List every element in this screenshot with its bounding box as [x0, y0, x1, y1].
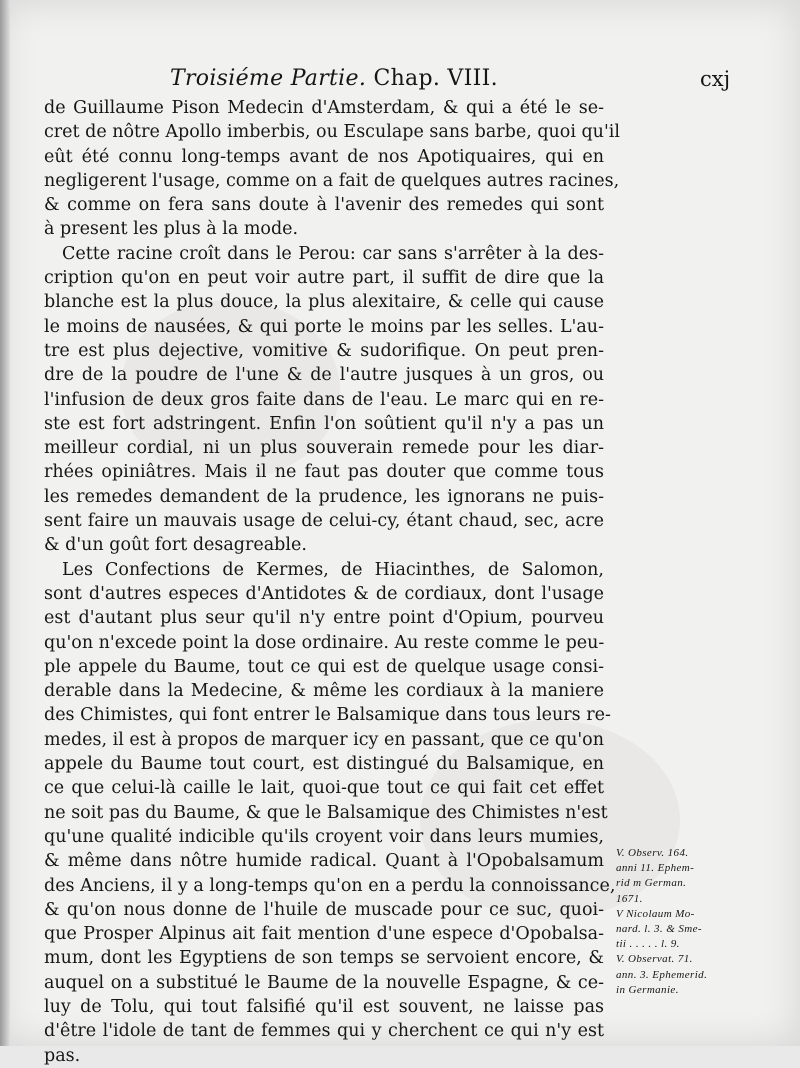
text-line: des Chimistes, qui font entrer le Balsamique dans tous leurs re-: [44, 705, 611, 726]
text-line: à present les plus à la mode.: [44, 219, 299, 240]
text-line: tre est plus dejective, vomitive & sudorifique. On peut pren-: [44, 340, 604, 361]
header-part: Troisiéme Partie.: [170, 66, 367, 91]
text-line: les remedes demandent de la prudence, les ignorans ne puis-: [44, 486, 604, 507]
text-line: rhées opiniâtres. Mais il ne faut pas douter que comme tous: [44, 462, 604, 483]
text-line: auquel on a substitué le Baume de la nouvelle Espagne, & ce-: [44, 972, 604, 993]
margin-note-line: in Germanie.: [616, 983, 679, 996]
text-line: negligerent l'usage, comme on a fait de quelques autres racines,: [44, 170, 620, 191]
text-line: cription qu'on en peut voir autre part, il suffit de dire que la: [44, 268, 604, 289]
text-line: meilleur cordial, ni un plus souverain remede pour les diar-: [44, 438, 604, 459]
margin-note-line: V Nicolaum Mo-: [616, 907, 695, 920]
text-line: & d'un goût fort desagreable.: [44, 535, 307, 556]
text-line: ce que celui-là caille le lait, quoi-que tout ce qui fait cet effet: [44, 778, 604, 799]
text-line: pas.: [44, 1045, 81, 1066]
margin-note-line: V. Observat. 71.: [616, 953, 693, 966]
text-line: cret de nôtre Apollo imberbis, ou Esculape sans barbe, quoi qu'il: [44, 122, 620, 143]
text-line: eût été connu long-temps avant de nos Apotiquaires, qui en: [44, 146, 604, 167]
text-line: dre de la poudre de l'une & de l'autre jusques à un gros, ou: [44, 365, 604, 386]
text-line: sent faire un mauvais usage de celui-cy, étant chaud, sec, acre: [44, 511, 604, 532]
margin-note-line: 1671.: [616, 892, 643, 905]
text-line: l'infusion de deux gros faite dans de l'eau. Le marc qui en re-: [44, 389, 604, 410]
margin-note-line: nard. l. 3. & Sme-: [616, 923, 702, 936]
text-line: medes, il est à propos de marquer icy en passant, que ce qu'on: [44, 729, 604, 750]
margin-note-line: tii . . . . . l. 9.: [616, 938, 680, 951]
text-line: ple appele du Baume, tout ce qui est de quelque usage consi-: [44, 656, 604, 677]
header-chapter: Chap. VIII.: [373, 66, 498, 91]
text-line: appele du Baume tout court, est distingué du Balsamique, en: [44, 754, 604, 775]
text-line: & qu'on nous donne de l'huile de muscade pour ce suc, quoi-: [44, 899, 604, 920]
text-line: derable dans la Medecine, & même les cordiaux à la maniere: [44, 681, 604, 702]
text-line: de Guillaume Pison Medecin d'Amsterdam, & qui a été le se-: [44, 98, 604, 118]
margin-notes: [616, 846, 766, 998]
text-line: qu'on n'excede point la dose ordinaire. Au reste comme le peu-: [44, 632, 605, 653]
text-line: mum, dont les Egyptiens de son temps se servoient encore, &: [44, 948, 604, 969]
text-line: Cette racine croît dans le Perou: car sans s'arrêter à la des-: [62, 243, 604, 264]
main-text-block: [44, 96, 620, 1068]
text-line: ste est fort adstringent. Enfin l'on soûtient qu'il n'y a pas un: [44, 413, 604, 434]
text-line: & comme on fera sans doute à l'avenir des remedes qui sont: [44, 195, 604, 216]
margin-note-line: ann. 3. Ephemerid.: [616, 968, 708, 981]
text-line: d'être l'idole de tant de femmes qui y cherchent ce qui n'y est: [44, 1021, 604, 1042]
text-line: que Prosper Alpinus ait fait mention d'une espece d'Opobalsa-: [44, 924, 604, 945]
text-line: luy de Tolu, qui tout falsifié qu'il est souvent, ne laisse pas: [44, 996, 604, 1017]
text-line: qu'une qualité indicible qu'ils croyent voir dans leurs mumies,: [44, 826, 604, 847]
margin-note-line: V. Observ. 164.: [616, 847, 689, 859]
text-line: ne soit pas du Baume, & que le Balsamique des Chimistes n'est: [44, 802, 608, 823]
margin-note-line: rid m German.: [616, 877, 687, 890]
text-line: Les Confections de Kermes, de Hiacinthes, de Salomon,: [62, 559, 604, 580]
text-line: le moins de nausées, & qui porte le moins par les selles. L'au-: [44, 316, 604, 337]
page-gutter-shadow: [0, 0, 10, 1046]
running-header: [170, 66, 600, 92]
page-number: cxj: [700, 67, 731, 91]
text-line: & même dans nôtre humide radical. Quant à l'Opobalsamum: [44, 851, 604, 872]
margin-note-line: anni 11. Ephem-: [616, 862, 695, 875]
text-line: est d'autant plus seur qu'il n'y entre point d'Opium, pourveu: [44, 608, 604, 629]
text-line: sont d'autres especes d'Antidotes & de cordiaux, dont l'usage: [44, 583, 604, 604]
text-line: blanche est la plus douce, la plus alexitaire, & celle qui cause: [44, 292, 604, 313]
text-line: des Anciens, il y a long-temps qu'on en a perdu la connoissance,: [44, 875, 616, 896]
